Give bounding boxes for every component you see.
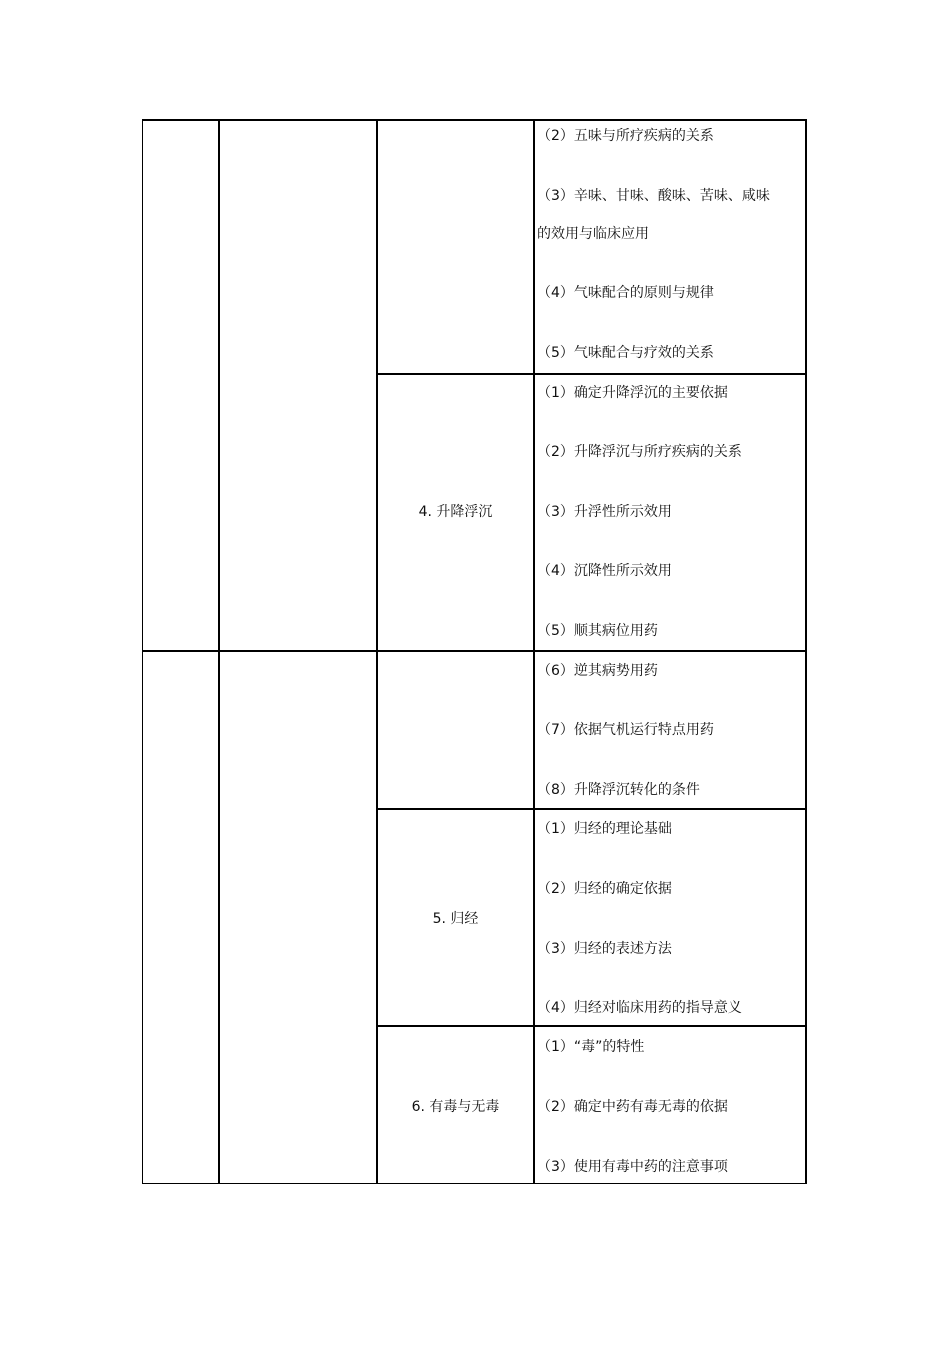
list-item: （4）沉降性所示效用	[537, 563, 672, 579]
table-border-top	[142, 119, 807, 121]
list-item: （7）依据气机运行特点用药	[537, 722, 714, 738]
list-item: （3）辛味、甘味、酸味、苦味、咸味	[537, 188, 770, 204]
row-divider	[376, 808, 807, 810]
list-item: （8）升降浮沉转化的条件	[537, 782, 700, 798]
list-item: （3）使用有毒中药的注意事项	[537, 1159, 728, 1175]
list-item: （2）升降浮沉与所疗疾病的关系	[537, 444, 742, 460]
list-item: （1）归经的理论基础	[537, 821, 672, 837]
topic-label: 4. 升降浮沉	[418, 504, 493, 520]
list-item: （1）“毒”的特性	[537, 1039, 645, 1055]
list-item: （2）确定中药有毒无毒的依据	[537, 1099, 728, 1115]
list-item: （3）归经的表述方法	[537, 941, 672, 957]
list-item: （1）确定升降浮沉的主要依据	[537, 385, 728, 401]
list-item: （5）气味配合与疗效的关系	[537, 345, 714, 361]
topic-label: 6. 有毒与无毒	[411, 1099, 500, 1115]
row-divider	[376, 373, 807, 375]
topic-label: 5. 归经	[432, 911, 479, 927]
list-item: （5）顺其病位用药	[537, 623, 658, 639]
table-border-bottom	[142, 1183, 807, 1184]
list-item: （3）升浮性所示效用	[537, 504, 672, 520]
list-item: 的效用与临床应用	[537, 226, 649, 242]
list-item: （2）五味与所疗疾病的关系	[537, 128, 714, 144]
list-item: （4）归经对临床用药的指导意义	[537, 1000, 742, 1016]
list-item: （4）气味配合的原则与规律	[537, 285, 714, 301]
row-divider	[376, 1025, 807, 1027]
list-item: （2）归经的确定依据	[537, 881, 672, 897]
list-item: （6）逆其病势用药	[537, 663, 658, 679]
block-divider	[142, 650, 807, 652]
